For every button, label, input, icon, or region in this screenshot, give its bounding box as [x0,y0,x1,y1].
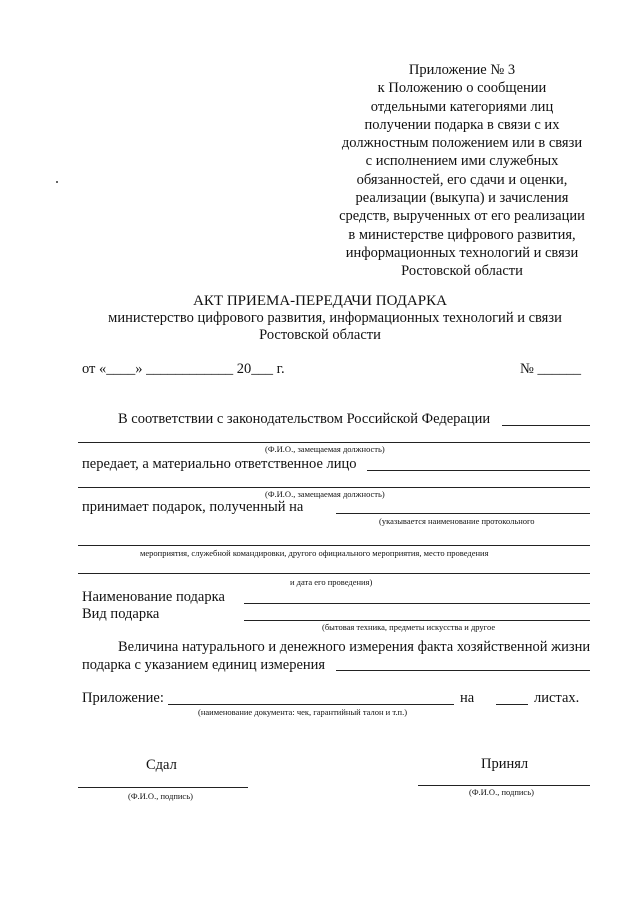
fill-line [367,470,590,471]
hint-fio-position: (Ф.И.О., замещаемая должность) [265,444,385,454]
signature-line [418,785,590,786]
hint-event: и дата его проведения) [290,577,373,587]
annex-line: отдельными категориями лиц [370,98,554,115]
gift-name-label: Наименование подарка [82,589,225,605]
hint-fio-position: (Ф.И.О., замещаемая должность) [265,489,385,499]
number-field: № ______ [520,361,581,377]
annex-line: обязанностей, его сдачи и оценки, [356,171,568,188]
document-subtitle-region: Ростовской области [259,327,381,343]
attachment-label: Приложение: [82,690,164,706]
fill-line [336,513,590,514]
fill-line [78,573,590,574]
value-text: Величина натурального и денежного измерения факта хозяйственной жизни [118,639,591,655]
fill-line [168,704,454,705]
fill-line [244,603,590,604]
fill-line [336,670,590,671]
transfers-text: передает, а материально ответственное лицо [82,456,357,472]
accordance-text: В соответствии с законодательством Российской Федерации [118,411,491,427]
hint-type: (бытовая техника, предметы искусства и другое [322,622,496,632]
document-subtitle: министерство цифрового развития, информационных технологий и связи [108,310,562,326]
annex-line: в министерстве цифрового развития, [348,226,576,243]
annex-line: к Положению о сообщении [377,80,547,97]
fill-line [78,545,590,546]
hint-event: мероприятия, служебной командировки, другого официального мероприятия, место проведения [140,548,489,558]
date-field: от «____» ____________ 20___ г. [82,361,285,377]
annex-line: информационных технологий и связи [345,244,579,261]
annex-line: получении подарка в связи с их [364,116,560,133]
annex-line: с исполнением ими служебных [365,153,559,170]
annex-line: реализации (выкупа) и зачисления [355,190,569,207]
annex-line: Приложение № 3 [408,62,516,78]
scan-speck [56,181,58,183]
received-label: Принял [481,756,529,772]
value-text: подарка с указанием единиц измерения [82,657,326,673]
annex-line: должностным положением или в связи [341,135,583,152]
attachment-sheets: листах. [534,690,580,706]
signature-line [78,787,248,788]
fill-line [78,487,590,488]
hint-docs: (наименование документа: чек, гарантийный талон и т.п.) [198,707,408,717]
document-title: АКТ ПРИЕМА-ПЕРЕДАЧИ ПОДАРКА [193,293,447,309]
hint-signature-left: (Ф.И.О., подпись) [128,791,193,801]
annex-header [330,61,594,281]
accepts-text: принимает подарок, полученный на [82,499,304,515]
fill-line [502,425,590,426]
fill-line [244,620,590,621]
fill-line [496,704,528,705]
gift-type-label: Вид подарка [82,606,160,622]
attachment-on: на [460,690,475,706]
handed-label: Сдал [146,757,177,773]
annex-line: Ростовской области [401,263,523,280]
fill-line [78,442,590,443]
hint-signature-right: (Ф.И.О., подпись) [469,787,534,797]
annex-line: средств, вырученных от его реализации [339,208,585,225]
hint-event: (указывается наименование протокольного [379,516,535,526]
